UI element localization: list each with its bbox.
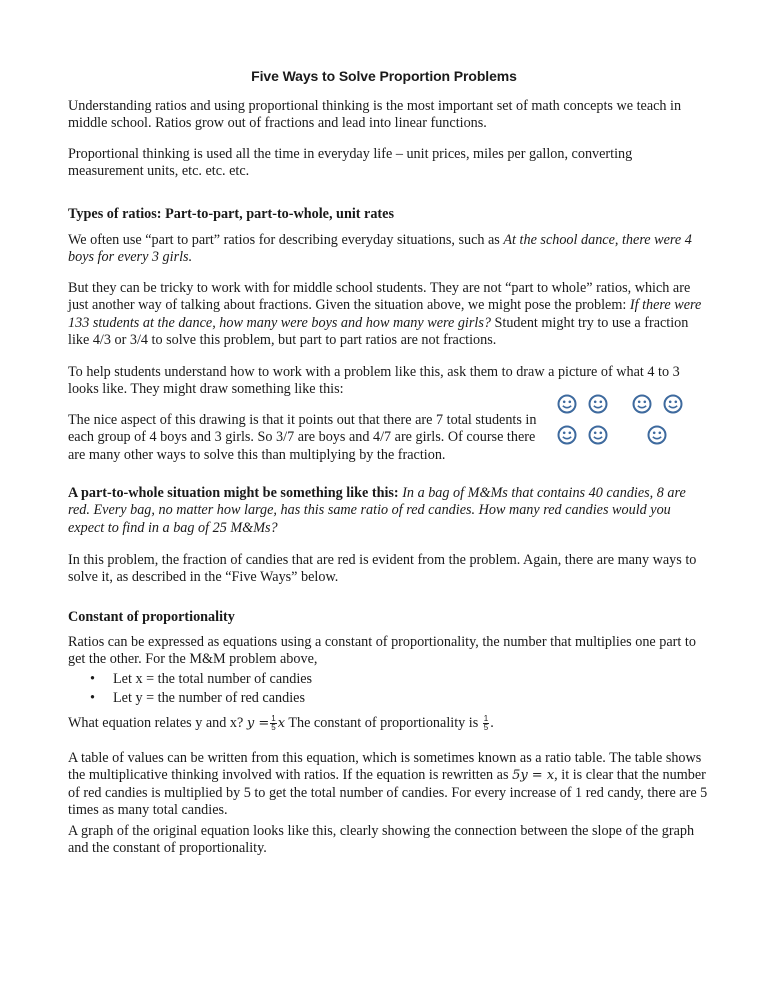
fraction-numerator: 1	[483, 714, 489, 724]
mm-problem-italic: In a bag of M&Ms that contains 40 candies, 8 are red. Every bag, no matter how large, has this same ratio of red candies. How many red candies would you expect to find in a bag of 25 M&Ms?	[68, 485, 686, 536]
smiley-face-icon	[557, 425, 577, 445]
smiley-face-icon	[557, 394, 577, 414]
variable-definitions-list	[68, 670, 708, 708]
equation-lhs: y =	[246, 716, 270, 731]
bullet-icon: •	[90, 690, 95, 706]
text: We often use “part to part” ratios for describing everyday situations, such as	[68, 232, 504, 248]
section-heading-types-of-ratios: Types of ratios: Part-to-part, part-to-whole, unit rates	[68, 206, 394, 222]
list-item	[68, 689, 708, 708]
text: Student might try to use a fraction like 4/3 or 3/4 to solve this problem, but part to part ratios are not fractions.	[68, 314, 689, 349]
bullet-icon: •	[90, 671, 95, 687]
paragraph-part-to-part	[68, 232, 708, 267]
list-item-text: Let y = the number of red candies	[113, 690, 305, 706]
paragraph-nice-aspect: The nice aspect of this drawing is that it points out that there are 7 total students in each group of 4 boys and 3 girls. So 3/7 are boys and 4/7 are girls. Of course there are many other ways to solve this than multiplying by the fraction.	[68, 412, 537, 463]
smiley-face-icon	[632, 394, 652, 414]
smiley-face-icon	[647, 425, 667, 445]
paragraph-fraction-evident: In this problem, the fraction of candies that are red is evident from the problem. Again, there are many ways to solve it, as described in the “Five Ways” below.	[68, 552, 697, 586]
fraction-one-fifth	[270, 715, 276, 732]
paragraph-tricky	[68, 280, 708, 350]
smiley-face-icon	[588, 425, 608, 445]
period: .	[490, 715, 494, 731]
inline-equation: 5y = x	[512, 768, 555, 784]
fraction-one-fifth	[483, 715, 489, 732]
paragraph-ratios-equations: Ratios can be expressed as equations using a constant of proportionality, the number that multiplies one part to get the other. For the M&M problem above,	[68, 634, 696, 668]
page-title: Five Ways to Solve Proportion Problems	[251, 68, 517, 84]
paragraph-table-of-values	[68, 750, 708, 820]
example-italic: At the school dance, there were 4 boys for every 3 girls.	[68, 232, 692, 266]
constant-text: The constant of proportionality is	[288, 715, 479, 731]
smiley-face-icon	[588, 394, 608, 414]
text: But they can be tricky to work with for middle school students. They are not “part to whole” ratios, which are just another way of talking about fractions. Given the situation above, we might pose the problem:	[68, 280, 691, 314]
intro-paragraph-1: Understanding ratios and using proportional thinking is the most important set of math concepts we teach in middle school. Ratios grow out of fractions and lead into linear functions.	[68, 98, 682, 132]
smiley-face-icon	[663, 394, 683, 414]
fraction-denominator: 5	[483, 723, 489, 733]
fraction-denominator: 5	[271, 723, 276, 733]
problem-italic: If there were 133 students at the dance, how many were boys and how many were girls?	[68, 297, 702, 331]
intro-paragraph-2: Proportional thinking is used all the time in everyday life – unit prices, miles per gallon, converting measurement units, etc. etc. etc.	[68, 146, 633, 180]
equation-line	[68, 715, 708, 732]
equation-rhs: x	[277, 716, 286, 731]
fraction-numerator: 1	[271, 714, 276, 724]
lead-in-bold: A part-to-whole situation might be something like this:	[68, 485, 399, 501]
equation-question: What equation relates y and x?	[68, 715, 244, 731]
paragraph-draw-picture: To help students understand how to work with a problem like this, ask them to draw a picture of what 4 to 3 looks like. They might draw something like this:	[68, 364, 680, 398]
paragraph-graph-intro: A graph of the original equation looks like this, clearly showing the connection between the slope of the graph and the constant of proportionality.	[68, 823, 695, 857]
list-item-text: Let x = the total number of candies	[113, 671, 313, 687]
list-item	[68, 670, 708, 689]
section-heading-constant: Constant of proportionality	[68, 609, 235, 625]
text: , it is clear that the number of red candies is multiplied by 5 to get the total number of candies. For every increase of 1 red candy, there are 5 times as many total candies.	[68, 767, 708, 819]
text: A table of values can be written from this equation, which is sometimes known as a ratio table. The table shows the multiplicative thinking involved with ratios. If the equation is rewritten as	[68, 750, 702, 784]
paragraph-part-to-whole	[68, 485, 708, 537]
